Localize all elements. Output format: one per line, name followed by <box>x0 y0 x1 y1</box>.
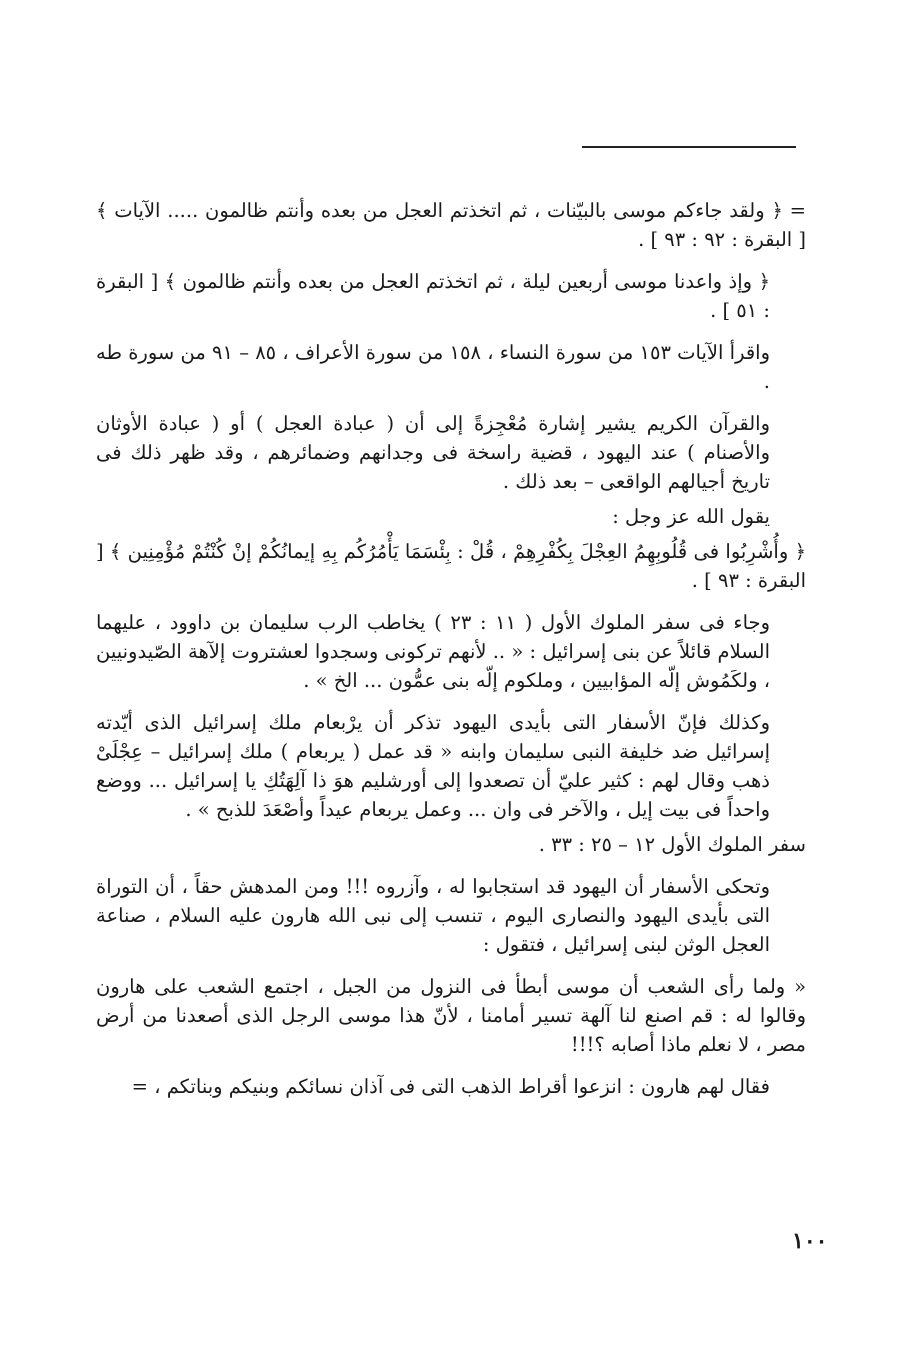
footnote-text-block <box>96 196 806 1114</box>
paragraph-quran-indicates: والقرآن الكريم يشير إشارة مُعْجِزةً إلى أن ( عبادة العجل ) أو ( عبادة الأوثان والأصنام ) عند اليهود ، قضية راسخة فى وجدانهم وضمائرهم ، وقد ظهر ذلك فى تاريخ أجيالهم الواقعى – بعد ذلك . <box>96 412 770 493</box>
paragraph-aaron-said: فقال لهم هارون : انزعوا أقراط الذهب التى فى آذان نسائكم وبنيكم وبناتكم ، = <box>131 1075 770 1098</box>
paragraph-aaron-calf: وتحكى الأسفار أن اليهود قد استجابوا له ، وآزروه !!! ومن المدهش حقاً ، أن التوراة التى بأيدى اليهود والنصارى اليوم ، تنسب إلى نبى الله هارون عليه السلام ، صناعة العجل الوثن لبنى إسرائيل ، فتقول : <box>96 875 770 956</box>
footnote-separator-rule <box>582 146 796 148</box>
paragraph-kings-11: وجاء فى سفر الملوك الأول ( ١١ : ٢٣ ) يخاطب الرب سليمان بن داوود ، عليهما السلام قائلاً عن بنى إسرائيل : « .. لأنهم تركونى وسجدوا لعشتروت إلآهة الصّيدونيين ، ولكَمُوش إلّه المؤابيين ، وملكوم إلّه بنى عمُّون ... الخ » . <box>96 611 770 692</box>
paragraph-quran-baqara-51: ﴿ وإذ واعدنا موسى أربعين ليلة ، ثم اتخذتم العجل من بعده وأنتم ظالمون ﴾ [ البقرة : ٥١ ] . <box>96 270 770 322</box>
page-number: ١٠٠ <box>792 1228 828 1254</box>
paragraph-kings-12-reference: سفر الملوك الأول ١٢ – ٢٥ : ٣٣ . <box>538 833 806 856</box>
paragraph-people-saw: « ولما رأى الشعب أن موسى أبطأ فى النزول من الجبل ، اجتمع الشعب على هارون وقالوا له : قم اصنع لنا آلهة تسير أمامنا ، لأنّ هذا موسى الرجل الذى أصعدنا من أرض مصر ، لا نعلم ماذا أصابه ؟!!! <box>96 975 806 1056</box>
paragraph-quran-baqara-92: = ﴿ ولقد جاءكم موسى بالبيّنات ، ثم اتخذتم العجل من بعده وأنتم ظالمون ..... الآيات ﴾ [ البقرة : ٩٢ : ٩٣ ] . <box>96 199 806 251</box>
paragraph-quran-baqara-93: ﴿ وأُشْرِبُوا فى قُلُوبِهِمُ العِجْلَ بِكُفْرِهِمْ ، قُلْ : بِئْسَمَا يَأْمُرُكُم بِهِ إيمانُكُمْ إنْ كُنْتُمْ مُؤْمِنِين ﴾ [ البقرة : ٩٣ ] . <box>96 540 806 592</box>
paragraph-god-says: يقول الله عز وجل : <box>612 505 770 528</box>
paragraph-jeroboam: وكذلك فإنّ الأسفار التى بأيدى اليهود تذكر أن يرْبعام ملك إسرائيل الذى أيّدته إسرائيل ضد خليفة النبى سليمان وابنه « قد عمل ( يربعام ) ملك إسرائيل – عِجْلَىْ ذهب وقال لهم : كثير عليّ أن تصعدوا إلى أورشليم هوَ ذا آلِهَتُكِ يا إسرائيل ... ووضع واحداً فى بيت إيل ، والآخر فى وان ... وعمل يربعام عيداً وأصْعَدَ للذبح » . <box>96 711 770 821</box>
paragraph-read-verses: واقرأ الآيات ١٥٣ من سورة النساء ، ١٥٨ من سورة الأعراف ، ٨٥ – ٩١ من سورة طه . <box>96 341 771 393</box>
